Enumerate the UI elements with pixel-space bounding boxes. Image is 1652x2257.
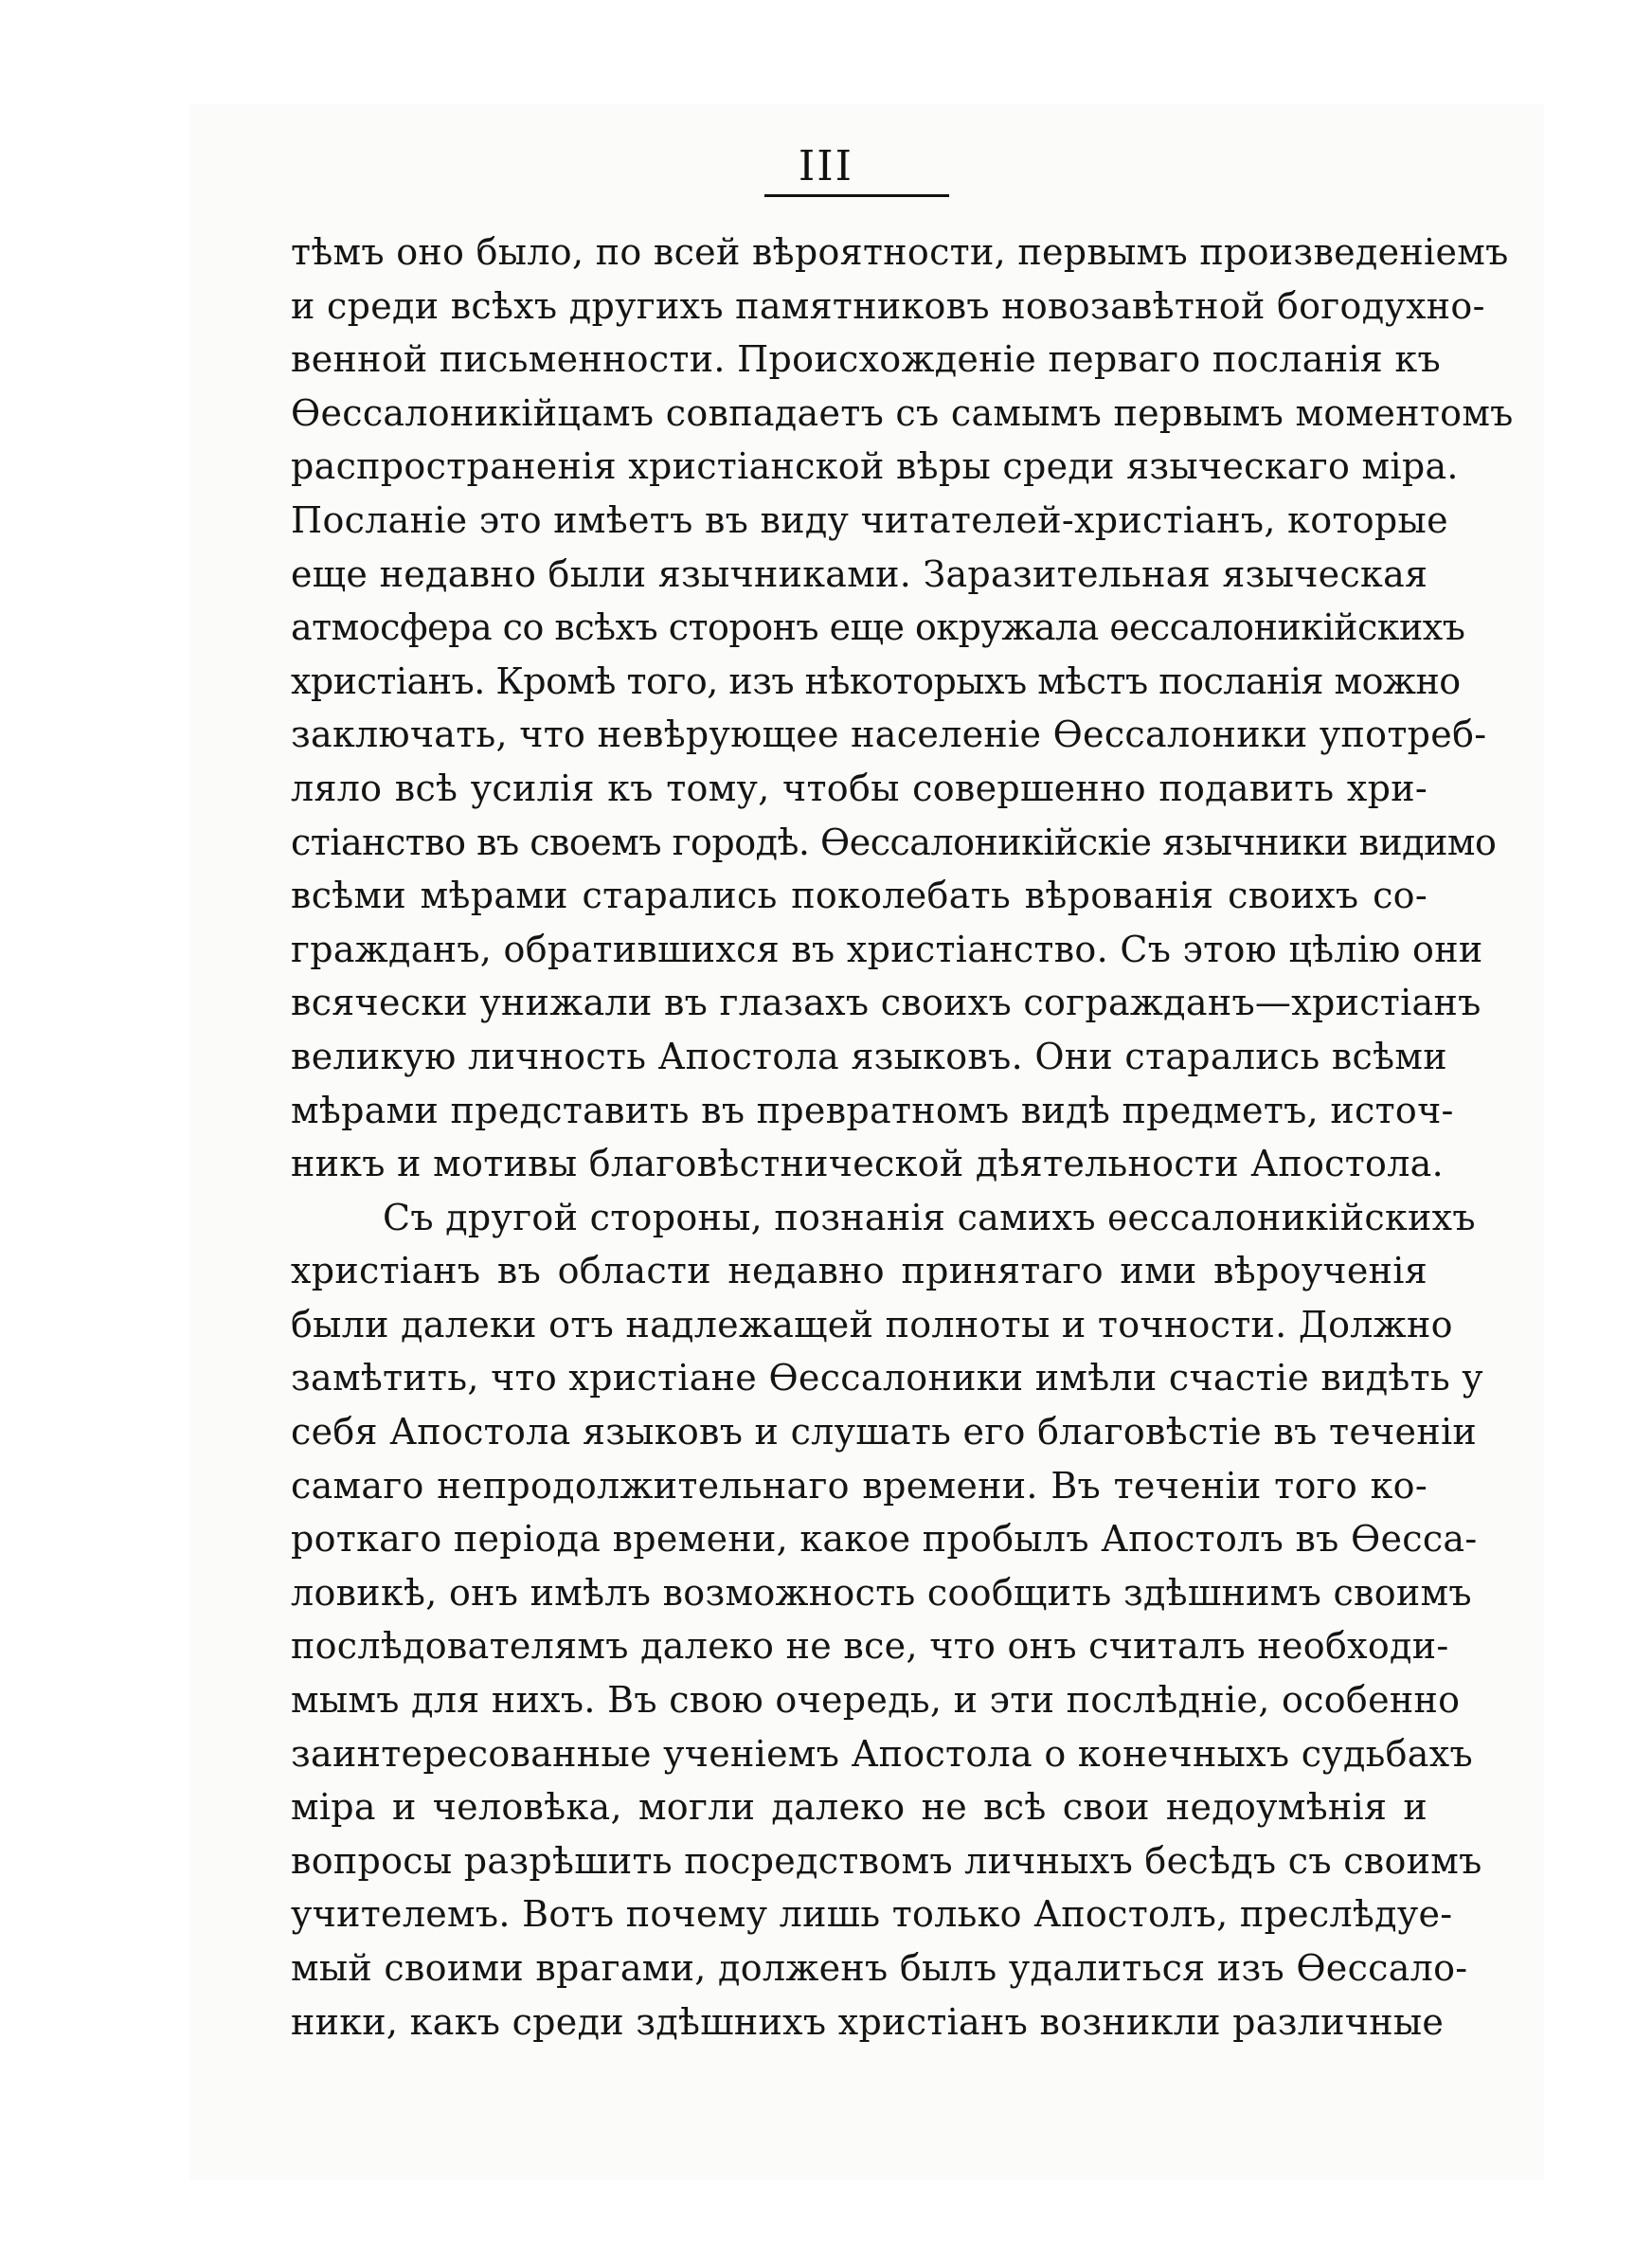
text-line-3: венной письменности. Происхожденіе перваго посланія къ [291, 338, 1441, 381]
text-line-9: христіанъ. Кромѣ того, изъ нѣкоторыхъ мѣстъ посланія можно [291, 659, 1461, 702]
text-line-30: міра и человѣка, могли далеко не всѣ свои недоумѣнія и [291, 1786, 1428, 1829]
text-line-20: христіанъ въ области недавно принятаго ими вѣроученія [291, 1250, 1428, 1292]
text-line-27: послѣдователямъ далеко не все, что онъ считалъ необходи- [291, 1625, 1449, 1668]
text-line-1: тѣмъ оно было, по всей вѣроятности, первымъ произведеніемъ [291, 231, 1509, 273]
text-line-8: атмосфера со всѣхъ сторонъ еще окружала ѳессалоникійскихъ [291, 606, 1465, 649]
text-line-34: ники, какъ среди здѣшнихъ христіанъ возникли различные [291, 2000, 1445, 2043]
text-line-31: вопросы разрѣшить посредствомъ личныхъ бесѣдъ съ своимъ [291, 1839, 1482, 1882]
text-line-25: роткаго періода времени, какое пробылъ Апостолъ въ Ѳесса- [291, 1518, 1478, 1561]
text-line-10: заключать, что невѣрующее населеніе Ѳессалоники употреб- [291, 713, 1487, 756]
text-line-26: ловикѣ, онъ имѣлъ возможность сообщить здѣшнимъ своимъ [291, 1571, 1472, 1614]
text-line-24: самаго непродолжительнаго времени. Въ теченіи того ко- [291, 1464, 1428, 1507]
page-number: III [798, 142, 854, 190]
text-line-16: великую личность Апостола языковъ. Они старались всѣми [291, 1035, 1447, 1077]
page-header [0, 142, 1652, 191]
text-line-14: гражданъ, обратившихся въ христіанство. Съ этою цѣлію они [291, 928, 1483, 970]
header-rule [764, 194, 949, 197]
text-line-11: ляло всѣ усилія къ тому, чтобы совершенно подавить хри- [291, 767, 1428, 809]
text-line-13: всѣми мѣрами старались поколебать вѣрованія своихъ со- [291, 875, 1428, 917]
text-line-33: мый своими врагами, долженъ былъ удалиться изъ Ѳессало- [291, 1947, 1468, 1989]
text-line-28: мымъ для нихъ. Въ свою очередь, и эти послѣдніе, особенно [291, 1679, 1461, 1722]
text-line-23: себя Апостола языковъ и слушать его благовѣстіе въ теченіи [291, 1411, 1478, 1454]
text-line-21: были далеки отъ надлежащей полноты и точности. Должно [291, 1303, 1453, 1345]
text-line-6: Посланіе это имѣетъ въ виду читателей-христіанъ, которые [291, 498, 1448, 541]
text-line-32: учителемъ. Вотъ почему лишь только Апостолъ, преслѣдуе- [291, 1893, 1453, 1936]
text-line-5: распространенія христіанской вѣры среди языческаго міра. [291, 445, 1459, 488]
body-text [291, 226, 1514, 2049]
text-line-19: Съ другой стороны, познанія самихъ ѳессалоникійскихъ [383, 1196, 1476, 1238]
text-line-7: еще недавно были язычниками. Заразительная языческая [291, 552, 1428, 595]
text-line-18: никъ и мотивы благовѣстнической дѣятельности Апостола. [291, 1143, 1445, 1185]
text-line-15: всячески унижали въ глазахъ своихъ согражданъ—христіанъ [291, 982, 1481, 1024]
text-line-22: замѣтить, что христіане Ѳессалоники имѣли счастіе видѣть у [291, 1357, 1483, 1399]
text-line-2: и среди всѣхъ другихъ памятниковъ новозавѣтной богодухно- [291, 284, 1485, 327]
text-line-4: Ѳессалоникійцамъ совпадаетъ съ самымъ первымъ моментомъ [291, 391, 1514, 434]
text-line-12: стіанство въ своемъ городѣ. Ѳессалоникійскіе язычники видимо [291, 821, 1497, 863]
text-line-17: мѣрами представить въ превратномъ видѣ предметъ, источ- [291, 1089, 1454, 1131]
text-line-29: заинтересованные ученіемъ Апостола о конечныхъ судьбахъ [291, 1732, 1473, 1775]
